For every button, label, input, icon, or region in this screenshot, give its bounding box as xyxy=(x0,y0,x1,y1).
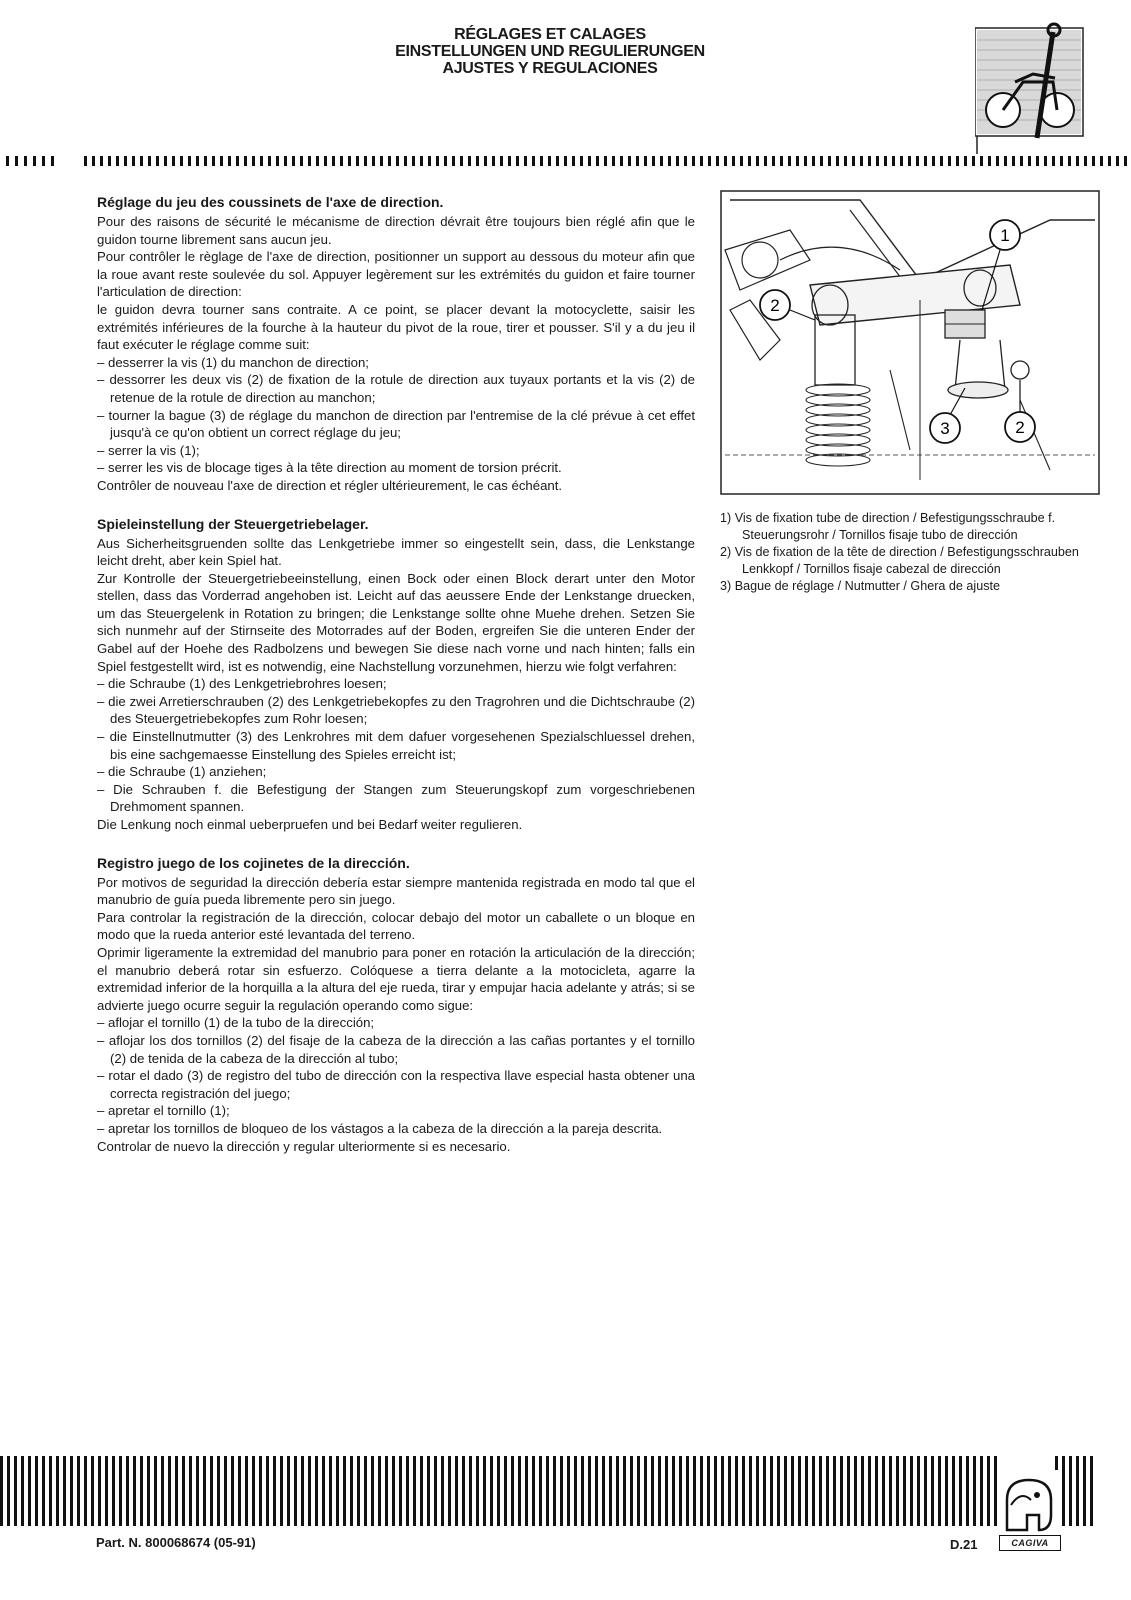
callout-label: 3 xyxy=(940,419,950,438)
list-item: – die Schraube (1) des Lenkgetriebrohres loesen; xyxy=(97,676,387,692)
list-item: – Die Schrauben f. die Befestigung der Stangen zum Steuerungskopf zum vorgeschriebenen Drehmoment spannen. xyxy=(97,781,695,815)
list-item: – die Einstellnutmutter (3) des Lenkrohres mit dem dafuer vorgesehenen Spezialschluessel drehen, bis eine sachgemaesse Einstellung des Spieles erreicht ist; xyxy=(97,729,695,762)
list-item: – serrer la vis (1); xyxy=(97,442,200,458)
section-heading: Réglage du jeu des coussinets de l'axe de direction. xyxy=(97,194,444,210)
figure-captions xyxy=(720,510,1098,595)
list-item: – desserrer la vis (1) du manchon de direction; xyxy=(97,354,369,370)
paragraph: Aus Sicherheitsgruenden sollte das Lenkgetriebe immer so eingestellt sein, dass, die Lenkstange leicht dreht, aber kein Spiel hat. xyxy=(97,535,695,569)
list-item: – die Schraube (1) anziehen; xyxy=(97,764,267,780)
motorcycle-wrench-icon xyxy=(975,20,1085,155)
top-tick-strip xyxy=(0,153,1131,169)
list-item: – aflojar los dos tornillos (2) del fisaje de la cabeza de la dirección a las cañas portantes y el tornillo (2) de tenida de la cabeza de la dirección al tubo; xyxy=(97,1032,695,1066)
tick-strip-start xyxy=(6,156,56,166)
callout-label: 2 xyxy=(1015,418,1025,437)
paragraph: Zur Kontrolle der Steuergetriebeeinstellung, einen Bock oder einen Block derart unter den Motor stellen, dass das Vorderrad angehoben ist. Leicht auf das aeussere Ende der Lenkstange druecken, um das Steuergelenk in Rotation zu bringen; die Lenkstange sollte ohne Muehe drehen. Setzen Sie sich nunmehr auf der Stirnseite des Motorrades auf der Boden, ergreifen Sie die unteren Ender der Gabel auf der Hoehe des Radbolzens und bewegen Sie diese nach vorne und nach hinten; falls ein Spiel festgestellt wird, ist es notwendig, eine Nachstellung vorzunehmen, hierzu wie folgt verfahren: xyxy=(97,570,695,674)
cagiva-elephant-logo xyxy=(997,1470,1061,1540)
title-es: AJUSTES Y REGULACIONES xyxy=(442,60,658,77)
footer-barcode xyxy=(0,1456,1000,1526)
callout-label: 1 xyxy=(1000,226,1010,245)
section-heading: Registro juego de los cojinetes de la dirección. xyxy=(97,854,410,871)
section-heading: Spieleinstellung der Steuergetriebelager. xyxy=(97,515,369,532)
caption-item: 1) Vis de fixation tube de direction / Befestigungsschraube f. Steuerungsrohr / Tornillos fisaje tubo de dirección xyxy=(720,511,1056,542)
list-item: – die zwei Arretierschrauben (2) des Lenkgetriebekopfes zu den Tragrohren und die Dichtschraube (2) des Steuergetriebekopfes zum Rohr loesen; xyxy=(97,693,695,727)
brand-badge: CAGIVA xyxy=(999,1535,1061,1551)
list-item: – apretar los tornillos de bloqueo de los vástagos a la cabeza de la dirección a la pareja descrita. xyxy=(97,1120,663,1136)
title-fr: RÉGLAGES ET CALAGES xyxy=(454,26,646,43)
page-number: D.21 xyxy=(950,1537,978,1552)
steering-head-figure xyxy=(720,190,1100,495)
list-item: – apretar el tornillo (1); xyxy=(97,1103,230,1119)
callout-label: 2 xyxy=(770,296,780,315)
list-item: – rotar el dado (3) de registro del tubo de dirección con la respectiva llave especial hasta obtener una correcta registración del juego; xyxy=(97,1068,695,1101)
list-item: – aflojar el tornillo (1) de la tubo de la dirección; xyxy=(97,1015,375,1031)
list-item: – serrer les vis de blocage tiges à la tête direction au moment de torsion précrit. xyxy=(97,460,562,476)
paragraph: Controlar de nuevo la dirección y regular ulteriormente si es necesario. xyxy=(97,1138,511,1154)
main-text-column xyxy=(97,193,695,1175)
caption-item: 2) Vis de fixation de la tête de direction / Befestigungsschrauben Lenkkopf / Tornillos fisaje cabezal de dirección xyxy=(720,545,1079,576)
step-list xyxy=(97,675,695,816)
paragraph: Die Lenkung noch einmal ueberpruefen und bei Bedarf weiter regulieren. xyxy=(97,817,523,832)
tick-strip-bars xyxy=(84,156,1131,166)
paragraph: Pour contrôler le règlage de l'axe de direction, positionner un support au dessous du moteur afin que la roue avant reste soulevée du sol. Appuyer legèrement sur les extrémités du guidon et faire tourner l'articulation de direction: xyxy=(97,249,695,300)
paragraph: Para controlar la registración de la dirección, colocar debajo del motor un caballete o un bloque en modo que la rueda anterior esté levantada del terreno. xyxy=(97,909,695,943)
list-item: – tourner la bague (3) de réglage du manchon de direction par l'entremise de la clé prévue à cet effet jusqu'à ce qu'on obtient un correct réglage du jeu; xyxy=(97,407,695,441)
section-fr xyxy=(97,193,695,495)
title-de: EINSTELLUNGEN UND REGULIERUNGEN xyxy=(395,43,705,60)
list-item: – dessorrer les deux vis (2) de fixation de la rotule de direction aux tuyaux portants et la vis (2) de retenue de la rotule de direction au manchon; xyxy=(97,372,695,405)
step-list xyxy=(97,1014,695,1137)
paragraph: Oprimir ligeramente la extremidad del manubrio para poner en rotación la articulación de la dirección; el manubrio deberá rotar sin esfuerzo. Colóquese a tierra delante a la motocicleta, agarre la extremidad inferior de la horquilla a la altura del eje rueda, tirar y empujar hacia adelante y atrás; si se advierte juego ocurre seguir la regulación operando como sigue: xyxy=(97,944,695,1013)
paragraph: Pour des raisons de sécurité le mécanisme de direction dévrait être toujours bien réglé afin que le guidon tourne librement sans aucun jeu. xyxy=(97,214,695,247)
steering-head-drawing xyxy=(720,190,1100,495)
caption-item: 3) Bague de réglage / Nutmutter / Ghera de ajuste xyxy=(720,579,1001,593)
part-number: Part. N. 800068674 (05-91) xyxy=(96,1535,256,1550)
paragraph: Por motivos de seguridad la dirección debería estar siempre mantenida registrada en modo tal que el manubrio de guía pueda libremente pero sin juego. xyxy=(97,874,695,908)
step-list xyxy=(97,354,695,477)
footer-barcode-end xyxy=(1055,1456,1095,1526)
section-es xyxy=(97,854,695,1156)
section-de xyxy=(97,515,695,834)
page-header xyxy=(300,26,800,77)
paragraph: le guidon devra tourner sans contraite. A ce point, se placer devant la motocyclette, saisir les extrémités inférieures de la fourche à la hauteur du pivot de la roue, tirer et pousser. S'il y a du jeu il faut exécuter le réglage comme suit: xyxy=(97,301,695,353)
paragraph: Contrôler de nouveau l'axe de direction et régler ultérieurement, le cas échéant. xyxy=(97,477,563,493)
